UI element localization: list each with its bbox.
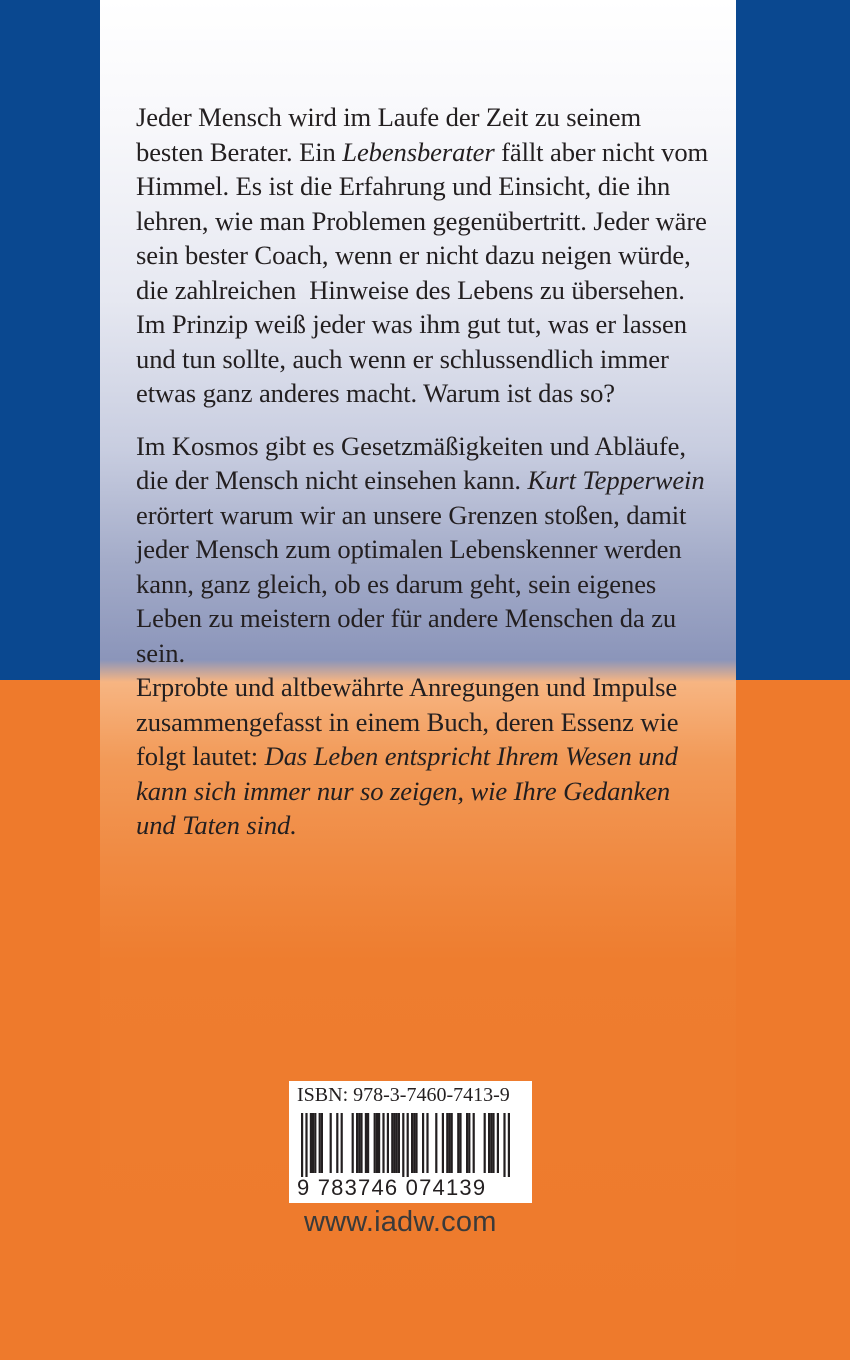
barcode-bar xyxy=(374,1113,376,1173)
barcode-bar xyxy=(336,1113,338,1173)
barcode-bar xyxy=(352,1113,354,1173)
publisher-url[interactable]: www.iadw.com xyxy=(304,1206,497,1238)
barcode-digits: 9 783746 074139 xyxy=(297,1175,487,1200)
barcode-bar xyxy=(305,1113,307,1177)
barcode-bar xyxy=(468,1113,470,1173)
barcode-bar xyxy=(314,1113,316,1173)
barcode-bar xyxy=(358,1113,360,1173)
barcode-bar xyxy=(321,1113,323,1173)
barcode-bar xyxy=(497,1113,499,1173)
barcode-bar xyxy=(402,1113,404,1177)
barcode-bar xyxy=(367,1113,369,1173)
barcode-bar xyxy=(508,1113,510,1177)
barcode-bar xyxy=(435,1113,437,1173)
isbn-label: ISBN: 978-3-7460-7413-9 xyxy=(297,1084,510,1106)
paragraph-1: Jeder Mensch wird im Laufe der Zeit zu seinem besten Berater. Ein Lebensberater fällt aber nicht vom Himmel. Es ist die Erfahrung und Einsicht, die ihn lehren, wie man Problemen gegenübertritt. Jeder wäre sein bester Coach, wenn er nicht dazu neigen würde, die zahlreichen Hinweise des Lebens zu übersehen. Im Prinzip weiß jeder was ihm gut tut, was er lassen und tun sollte, auch wenn er schlussendlich immer etwas ganz anderes macht. Warum ist das so? xyxy=(136,102,709,408)
barcode-bar xyxy=(396,1113,398,1173)
barcode-bar xyxy=(330,1113,332,1173)
isbn-barcode xyxy=(289,1081,532,1203)
author-name: Kurt Tepperwein xyxy=(527,465,705,495)
barcode-bar xyxy=(365,1113,367,1173)
barcode-bar xyxy=(484,1113,486,1173)
barcode-bar xyxy=(448,1113,450,1173)
barcode-bar xyxy=(393,1113,395,1173)
barcode-bar xyxy=(426,1113,428,1173)
barcode-bar xyxy=(301,1113,303,1177)
barcode-bar xyxy=(422,1113,424,1173)
barcode-bar xyxy=(459,1113,461,1173)
barcode-bar xyxy=(312,1113,314,1173)
paragraph-3: Erprobte und altbewährte Anregungen und Impulse zusammengefasst in einem Buch, deren Essenz wie folgt lautet: Das Leben entspricht Ihrem Wesen und kann sich immer nur so zeigen, wie Ihre Gedanken und Taten sind. xyxy=(136,672,679,840)
paragraph-2: Im Kosmos gibt es Gesetzmäßigkeiten und Abläufe, die der Mensch nicht einsehen kann. Kurt Tepperwein erörtert warum wir an unsere Grenzen stoßen, damit jeder Mensch zum optimalen Lebenskenner werden kann, ganz gleich, ob es darum geht, sein eigenes Leben zu meistern oder für andere Menschen da zu sein. xyxy=(136,430,705,668)
barcode-bar xyxy=(387,1113,389,1173)
barcode-bar xyxy=(382,1113,384,1173)
barcode-bar xyxy=(360,1113,362,1173)
barcode-bar xyxy=(398,1113,400,1173)
barcode-bar xyxy=(492,1113,494,1173)
barcode-bar xyxy=(442,1113,444,1173)
barcode-bar xyxy=(490,1113,492,1173)
barcode-bar xyxy=(473,1113,475,1173)
barcode-bar xyxy=(503,1113,505,1177)
barcode-bar xyxy=(415,1113,417,1173)
barcode-bar xyxy=(446,1113,448,1173)
barcode-bar xyxy=(341,1113,343,1173)
barcode-bar xyxy=(413,1113,415,1173)
barcode-bar xyxy=(411,1113,413,1173)
barcode-bar xyxy=(457,1113,459,1173)
barcode-bar xyxy=(310,1113,312,1173)
barcode-bar xyxy=(407,1113,409,1177)
barcode-bar xyxy=(376,1113,378,1173)
barcode-bar xyxy=(451,1113,453,1173)
barcode-bar xyxy=(466,1113,468,1173)
barcode-bar xyxy=(319,1113,321,1173)
barcode-bar xyxy=(391,1113,393,1173)
barcode-bar xyxy=(378,1113,380,1173)
back-cover-text xyxy=(136,100,736,843)
barcode-bars xyxy=(301,1113,521,1177)
barcode-bar xyxy=(488,1113,490,1173)
barcode-bar xyxy=(356,1113,358,1173)
